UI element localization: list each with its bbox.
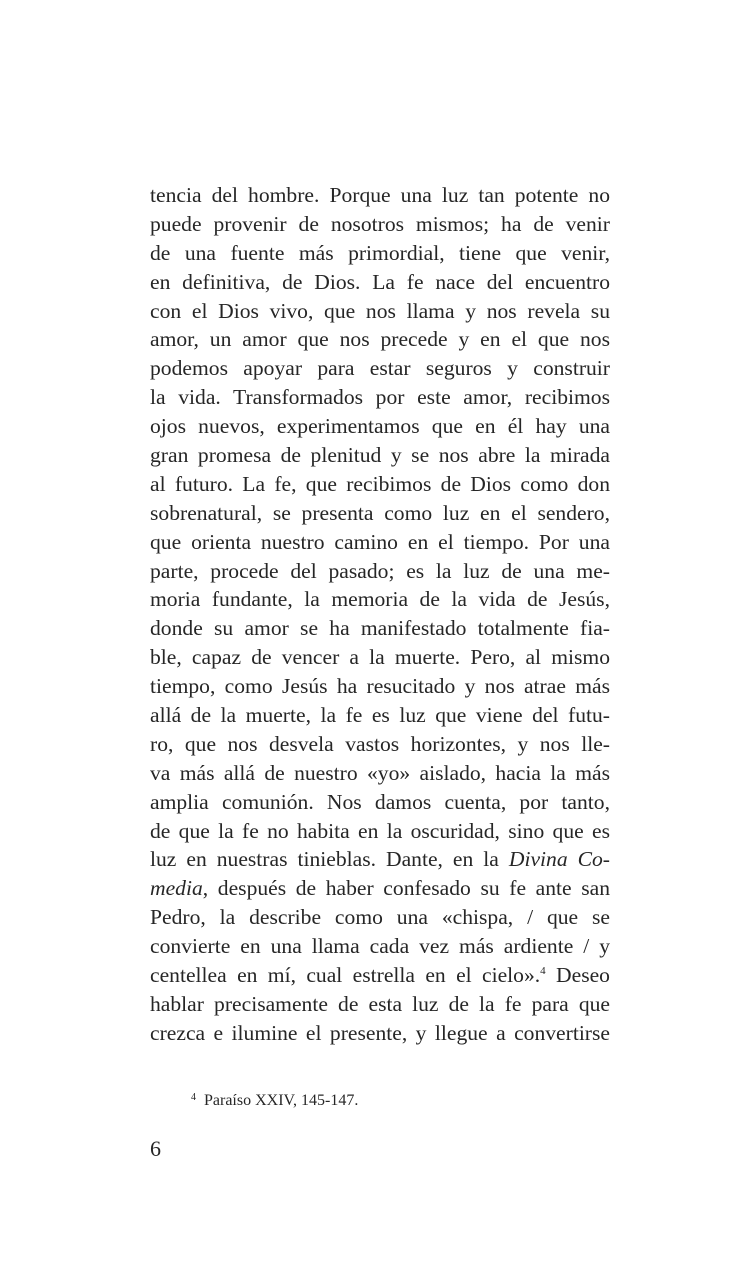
text-line: podemos apoyar para estar seguros y construir (150, 356, 610, 381)
text-line: de que la fe no habita en la oscuridad, sino que es (150, 818, 610, 843)
text-line: ble, capaz de vencer a la muerte. Pero, al mismo (150, 645, 610, 670)
text-run: luz en nuestras tinieblas. Dante, en la (150, 847, 509, 872)
text-line: ojos nuevos, experimentamos que en él hay una (150, 414, 610, 439)
text-line (150, 961, 610, 990)
text-run: , después de haber confesado su fe ante san (202, 876, 610, 901)
text-line: tiempo, como Jesús ha resucitado y nos atrae más (150, 674, 610, 699)
text-line: puede provenir de nosotros mismos; ha de venir (150, 211, 610, 236)
text-line: hablar precisamente de esta luz de la fe para que (150, 991, 610, 1016)
footnote-mark: 4 (191, 1092, 196, 1103)
text-line: con el Dios vivo, que nos llama y nos revela su (150, 298, 610, 323)
text-line: sobrenatural, se presenta como luz en el sendero, (150, 500, 610, 525)
text-line: allá de la muerte, la fe es luz que viene del futu- (150, 703, 610, 728)
page-number: 6 (150, 1136, 161, 1161)
book-title-italic: media (150, 876, 203, 901)
text-line: al futuro. La fe, que recibimos de Dios como don (150, 471, 610, 496)
text-line: ro, que nos desvela vastos horizontes, y nos lle- (150, 731, 610, 756)
text-line: convierte en una llama cada vez más ardiente / y (150, 934, 610, 959)
text-line: que orienta nuestro camino en el tiempo. Por una (150, 529, 610, 554)
footnote (191, 1088, 358, 1111)
text-line: gran promesa de plenitud y se nos abre la mirada (150, 443, 610, 468)
text-line: Pedro, la describe como una «chispa, / que se (150, 905, 610, 930)
text-line: en definitiva, de Dios. La fe nace del encuentro (150, 269, 610, 294)
text-line: va más allá de nuestro «yo» aislado, hacia la más (150, 760, 610, 785)
text-line: donde su amor se ha manifestado totalmente fia- (150, 616, 610, 641)
text-line: parte, procede del pasado; es la luz de una me- (150, 558, 610, 583)
text-line: tencia del hombre. Porque una luz tan potente no (150, 183, 610, 207)
text-line (150, 845, 610, 874)
text-line: de una fuente más primordial, tiene que venir, (150, 240, 610, 265)
text-run: centellea en mí, cual estrella en el cielo». (150, 963, 541, 988)
text-line: crezca e ilumine el presente, y llegue a convertirse (150, 1020, 610, 1045)
footnote-reference: 4 (540, 964, 546, 977)
text-line: amor, un amor que nos precede y en el que nos (150, 327, 610, 352)
text-run: Deseo (545, 963, 610, 988)
body-text (150, 181, 610, 1048)
book-title-italic: Divina Co- (508, 847, 610, 872)
text-line: amplia comunión. Nos damos cuenta, por tanto, (150, 789, 610, 814)
text-line: la vida. Transformados por este amor, recibimos (150, 385, 610, 410)
footnote-text: Paraíso XXIV, 145-147. (204, 1092, 359, 1109)
text-line (150, 874, 610, 903)
text-line: moria fundante, la memoria de la vida de Jesús, (150, 587, 610, 612)
